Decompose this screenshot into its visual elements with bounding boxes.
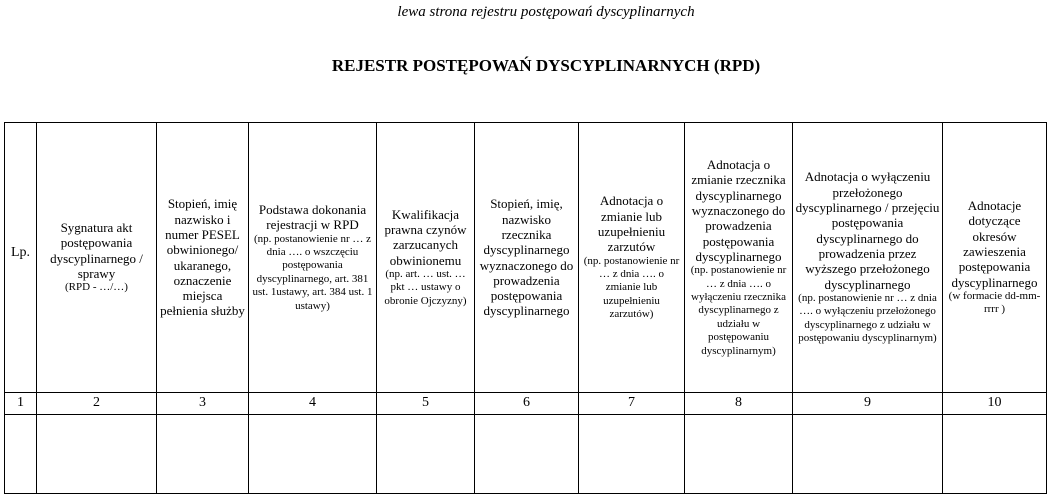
- column-number: 6: [475, 393, 579, 415]
- header-label-accused-person: Stopień, imię nazwisko i numer PESEL obwinionego/ ukaranego, oznaczenie miejsca pełnienia służby: [160, 196, 245, 319]
- header-label-disciplinary-officer: Stopień, imię, nazwisko rzecznika dyscyplinarnego wyznaczonego do prowadzenia postępowania dyscyplinarnego: [479, 196, 574, 319]
- header-label-charges-change: Adnotacja o zmianie lub uzupełnieniu zarzutów: [597, 193, 666, 255]
- header-cell-charges-change: [579, 123, 685, 393]
- entry-cell[interactable]: [5, 415, 37, 494]
- entry-cell[interactable]: [249, 415, 377, 494]
- header-note-officer-change: (np. postanowienie nr … z dnia …. o wyłączeniu rzecznika dyscyplinarnego z udziału w postępowaniu dyscyplinarnym): [690, 264, 787, 357]
- column-number: 3: [157, 393, 249, 415]
- entry-cell[interactable]: [685, 415, 793, 494]
- page-title: REJESTR POSTĘPOWAŃ DYSCYPLINARNYCH (RPD): [331, 56, 761, 75]
- header-note-legal-qualification: (np. art. … ust. … pkt … ustawy o obronie Ojczyzny): [384, 268, 467, 307]
- column-number: 9: [793, 393, 943, 415]
- header-label-officer-change: Adnotacja o zmianie rzecznika dyscyplinarnego wyznaczonego do prowadzenia postępowania dyscyplinarnego: [691, 156, 786, 264]
- entry-cell[interactable]: [793, 415, 943, 494]
- header-cell-superior-exclusion: [793, 123, 943, 393]
- header-cell-case-signature: [37, 123, 157, 393]
- header-cell-accused-person: [157, 123, 249, 393]
- entry-cell[interactable]: [377, 415, 475, 494]
- header-cell-legal-qualification: [377, 123, 475, 393]
- column-number: 5: [377, 393, 475, 415]
- header-cell-suspension-periods: [943, 123, 1047, 393]
- header-cell-registration-basis: [249, 123, 377, 393]
- entry-cell[interactable]: [37, 415, 157, 494]
- header-note-case-signature: (RPD - …/…): [65, 281, 128, 294]
- header-note-superior-exclusion: (np. postanowienie nr … z dnia …. o wyłączeniu przełożonego dyscyplinarnego z udziału w postępowaniu dyscyplinarnym): [798, 292, 937, 345]
- empty-entry-row: [5, 415, 1047, 494]
- header-cell-disciplinary-officer: [475, 123, 579, 393]
- header-label-legal-qualification: Kwalifikacja prawna czynów zarzucanych obwinionemu: [384, 206, 467, 268]
- header-row: [5, 123, 1047, 393]
- header-label-lp: Lp.: [10, 245, 31, 261]
- header-cell-officer-change: [685, 123, 793, 393]
- column-number: 10: [943, 393, 1047, 415]
- header-label-registration-basis: Podstawa dokonania rejestracji w RPD: [258, 201, 367, 233]
- register-table: [4, 122, 1047, 494]
- header-note-suspension-periods: (w formacie dd-mm-rrrr ): [948, 290, 1041, 316]
- column-number: 2: [37, 393, 157, 415]
- header-label-superior-exclusion: Adnotacja o wyłączeniu przełożonego dyscyplinarnego / przejęciu postępowania dyscyplinarnego do prowadzenia przez wyższego przełożonego dyscyplinarnego: [795, 169, 940, 292]
- column-number: 4: [249, 393, 377, 415]
- column-number: 7: [579, 393, 685, 415]
- header-note-registration-basis: (np. postanowienie nr … z dnia …. o wszczęciu postępowania dyscyplinarnego, art. 381 ust. 1ustawy, art. 384 ust. 1 ustawy): [252, 232, 373, 312]
- entry-cell[interactable]: [475, 415, 579, 494]
- header-cell-lp: [5, 123, 37, 393]
- entry-cell[interactable]: [157, 415, 249, 494]
- header-label-suspension-periods: Adnotacje dotyczące okresów zawieszenia postępowania dyscyplinarnego: [951, 198, 1038, 290]
- column-number-row: [5, 393, 1047, 415]
- header-label-case-signature: Sygnatura akt postępowania dyscyplinarnego / sprawy: [50, 220, 143, 282]
- page-subtitle: lewa strona rejestru postępowań dyscyplinarnych: [397, 4, 695, 20]
- entry-cell[interactable]: [579, 415, 685, 494]
- header-note-charges-change: (np. postanowienie nr … z dnia …. o zmianie lub uzupełnieniu zarzutów): [583, 254, 680, 321]
- entry-cell[interactable]: [943, 415, 1047, 494]
- column-number: 8: [685, 393, 793, 415]
- column-number: 1: [5, 393, 37, 415]
